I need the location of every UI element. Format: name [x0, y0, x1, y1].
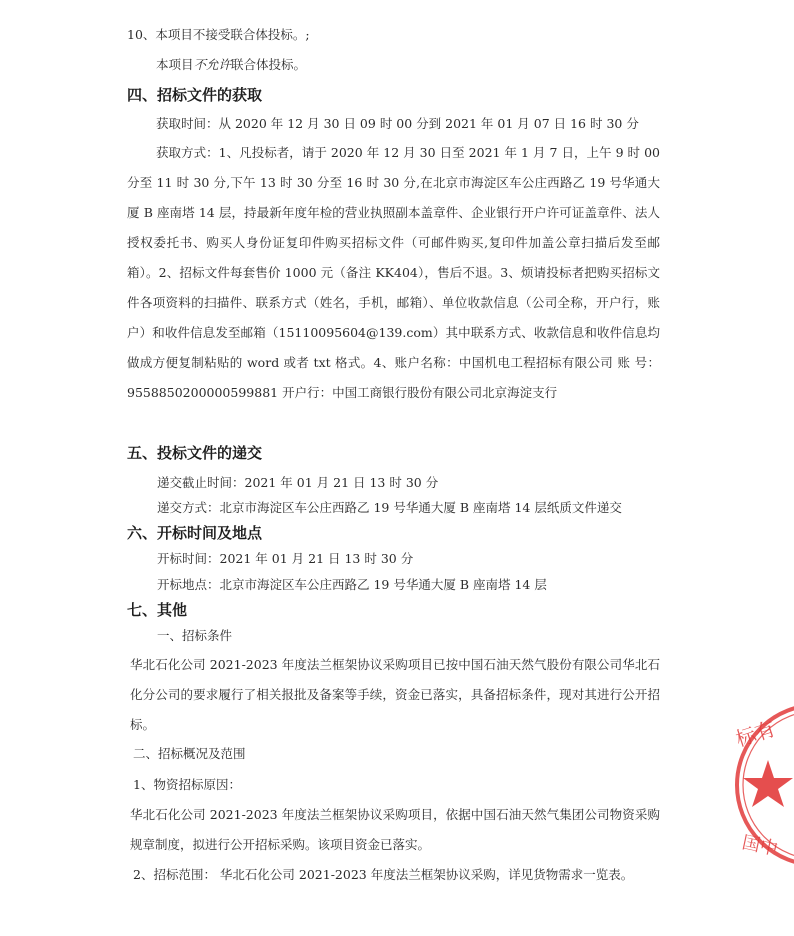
section4-heading: 四、招标文件的获取 [127, 86, 263, 104]
section5-heading: 五、投标文件的递交 [127, 444, 263, 462]
seal-icon [722, 700, 794, 870]
seal-star-icon [743, 760, 793, 807]
item10-line: 10、本项目不接受联合体投标。; [127, 27, 310, 42]
section4-method: 获取方式：1、凡投标者，请于 2020 年 12 月 30 日至 2021 年 1 月 7 日，上午 9 时 00 分至 11 时 30 分,下午 13 时 30 分至 16 时 30 分,在北京市海淀区车公庄西路乙 19 号华通大厦 B 座南塔 14 层，持最新年度年检的营业执照副本盖章件、企业银行开户许可证盖章件、法人授权委托书、购买人身份证复印件购买招标文件（可邮件购买,复印件加盖公章扫描后发至邮箱）。2、招标文件每套售价 1000 元（备注 KK404），售后不退。3、烦请投标者把购买招标文件各项资料的扫描件、联系方式（姓名，手机，邮箱）、单位收款信息（公司全称，开户行，账户）和收件信息发至邮箱（15110095604@139.com）其中联系方式、收款信息和收件信息均做成方便复制粘贴的 word 或者 txt 格式。4、账户名称：中国机电工程招标有限公司 账 号：9558850200000599881 开户行：中国工商银行股份有限公司北京海淀支行 [127, 145, 660, 400]
section7-sub2-2: 2、招标范围： 华北石化公司 2021-2023 年度法兰框架协议采购，详见货物需求一览表。 [133, 867, 634, 882]
item10-consortium-line [156, 57, 306, 73]
section7-para2: 华北石化公司 2021-2023 年度法兰框架协议采购项目，依据中国石油天然气集团公司物资采购规章制度，拟进行公开招标采购。该项目资金已落实。 [130, 807, 660, 852]
section6-heading: 六、开标时间及地点 [127, 524, 263, 542]
section7-para1: 华北石化公司 2021-2023 年度法兰框架协议采购项目已按中国石油天然气股份有限公司华北石化分公司的要求履行了相关报批及备案等手续，资金已落实，具备招标条件，现对其进行公开招标。 [130, 657, 660, 732]
item10-suffix: 联合体投标。 [231, 57, 307, 72]
section5-deadline: 递交截止时间：2021 年 01 月 21 日 13 时 30 分 [157, 475, 439, 490]
seal-text-top: 标有 [732, 716, 779, 752]
section4-time: 获取时间：从 2020 年 12 月 30 日 09 时 00 分到 2021 年 01 月 07 日 16 时 30 分 [156, 116, 639, 131]
section7-heading: 七、其他 [127, 601, 188, 619]
item10-prefix: 本项目 [156, 57, 194, 72]
section7-sub2-1: 1、物资招标原因： [133, 777, 241, 792]
item10-italic: 不允许 [193, 57, 232, 72]
section6-place: 开标地点：北京市海淀区车公庄西路乙 19 号华通大厦 B 座南塔 14 层 [157, 577, 547, 592]
seal-text-bottom: 国中 [740, 832, 780, 861]
company-seal [722, 700, 794, 870]
section6-time: 开标时间：2021 年 01 月 21 日 13 时 30 分 [157, 551, 414, 566]
section5-method: 递交方式：北京市海淀区车公庄西路乙 19 号华通大厦 B 座南塔 14 层纸质文件递交 [157, 500, 622, 515]
section7-sub2: 二、招标概况及范围 [133, 746, 246, 761]
section7-sub1: 一、招标条件 [157, 628, 233, 643]
